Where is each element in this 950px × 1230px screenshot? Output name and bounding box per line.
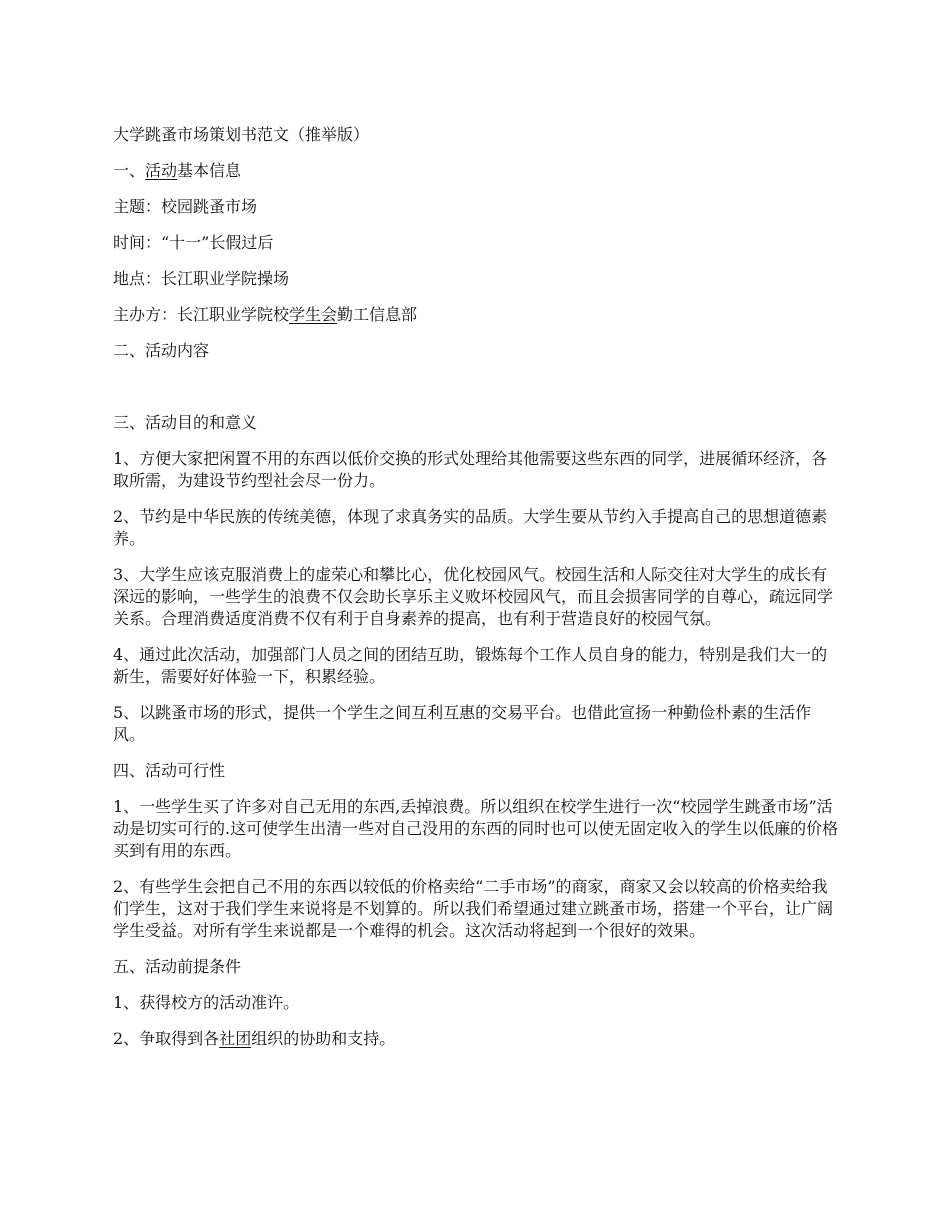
student-union-link[interactable]: 学生会 [289, 305, 338, 324]
section-heading-basic-info [113, 160, 843, 182]
purpose-item-5: 5、以跳蚤市场的形式，提供一个学生之间互利互惠的交易平台。也借此宣扬一种勤俭朴素的生活作风。 [113, 703, 812, 744]
feasibility-item-1: 1、一些学生买了许多对自己无用的东西,丢掉浪费。所以组织在校学生进行一次“校园学生跳蚤市场”活动是切实可行的.这可使学生出清一些对自己没用的东西的同时也可以使无固定收入的学生以低廉的价格买到有用的东西。 [113, 797, 839, 860]
section-heading-feasibility: 四、活动可行性 [113, 761, 226, 780]
purpose-item-2: 2、节约是中华民族的传统美德，体现了求真务实的品质。大学生要从节约入手提高自己的思想道德素养。 [113, 507, 828, 548]
condition-suffix: 组织的协助和支持。 [251, 1029, 396, 1048]
condition-item-1: 1、获得校方的活动准许。 [113, 993, 300, 1012]
section-heading-content: 二、活动内容 [113, 341, 210, 360]
organizer-prefix: 主办方：长江职业学院校 [113, 305, 290, 324]
section-heading-purpose: 三、活动目的和意义 [113, 413, 258, 432]
activity-link[interactable]: 活动 [145, 161, 178, 180]
info-organizer [113, 304, 843, 326]
section-heading-conditions: 五、活动前提条件 [113, 957, 242, 976]
section-number: 一、 [113, 161, 146, 180]
document-body [113, 124, 843, 1050]
section-heading-text: 基本信息 [177, 161, 242, 180]
condition-prefix: 2、争取得到各 [113, 1029, 220, 1048]
info-time: 时间：“十一”长假过后 [113, 233, 274, 252]
purpose-item-3: 3、大学生应该克服消费上的虚荣心和攀比心，优化校园风气。校园生活和人际交往对大学生的成长有深远的影响，一些学生的浪费不仅会助长享乐主义败坏校园风气，而且会损害同学的自尊心，疏远同学关系。合理消费适度消费不仅有利于自身素养的提高，也有利于营造良好的校园气氛。 [113, 565, 834, 628]
info-theme: 主题：校园跳蚤市场 [113, 197, 258, 216]
document-title: 大学跳蚤市场策划书范文（推举版） [113, 125, 370, 144]
info-place: 地点：长江职业学院操场 [113, 269, 290, 288]
purpose-item-1: 1、方便大家把闲置不用的东西以低价交换的形式处理给其他需要这些东西的同学，进展循环经济，各取所需，为建设节约型社会尽一份力。 [113, 449, 828, 490]
condition-item-2 [113, 1028, 843, 1050]
feasibility-item-2: 2、有些学生会把自己不用的东西以较低的价格卖给“二手市场”的商家，商家又会以较高的价格卖给我们学生，这对于我们学生来说将是不划算的。所以我们希望通过建立跳蚤市场，搭建一个平台，让广阔学生受益。对所有学生来说都是一个难得的机会。这次活动将起到一个很好的效果。 [113, 877, 834, 940]
club-link[interactable]: 社团 [219, 1029, 252, 1048]
purpose-item-4: 4、通过此次活动，加强部门人员之间的团结互助，锻炼每个工作人员自身的能力，特别是我们大一的新生，需要好好体验一下，积累经验。 [113, 645, 828, 686]
organizer-suffix: 勤工信息部 [337, 305, 418, 324]
